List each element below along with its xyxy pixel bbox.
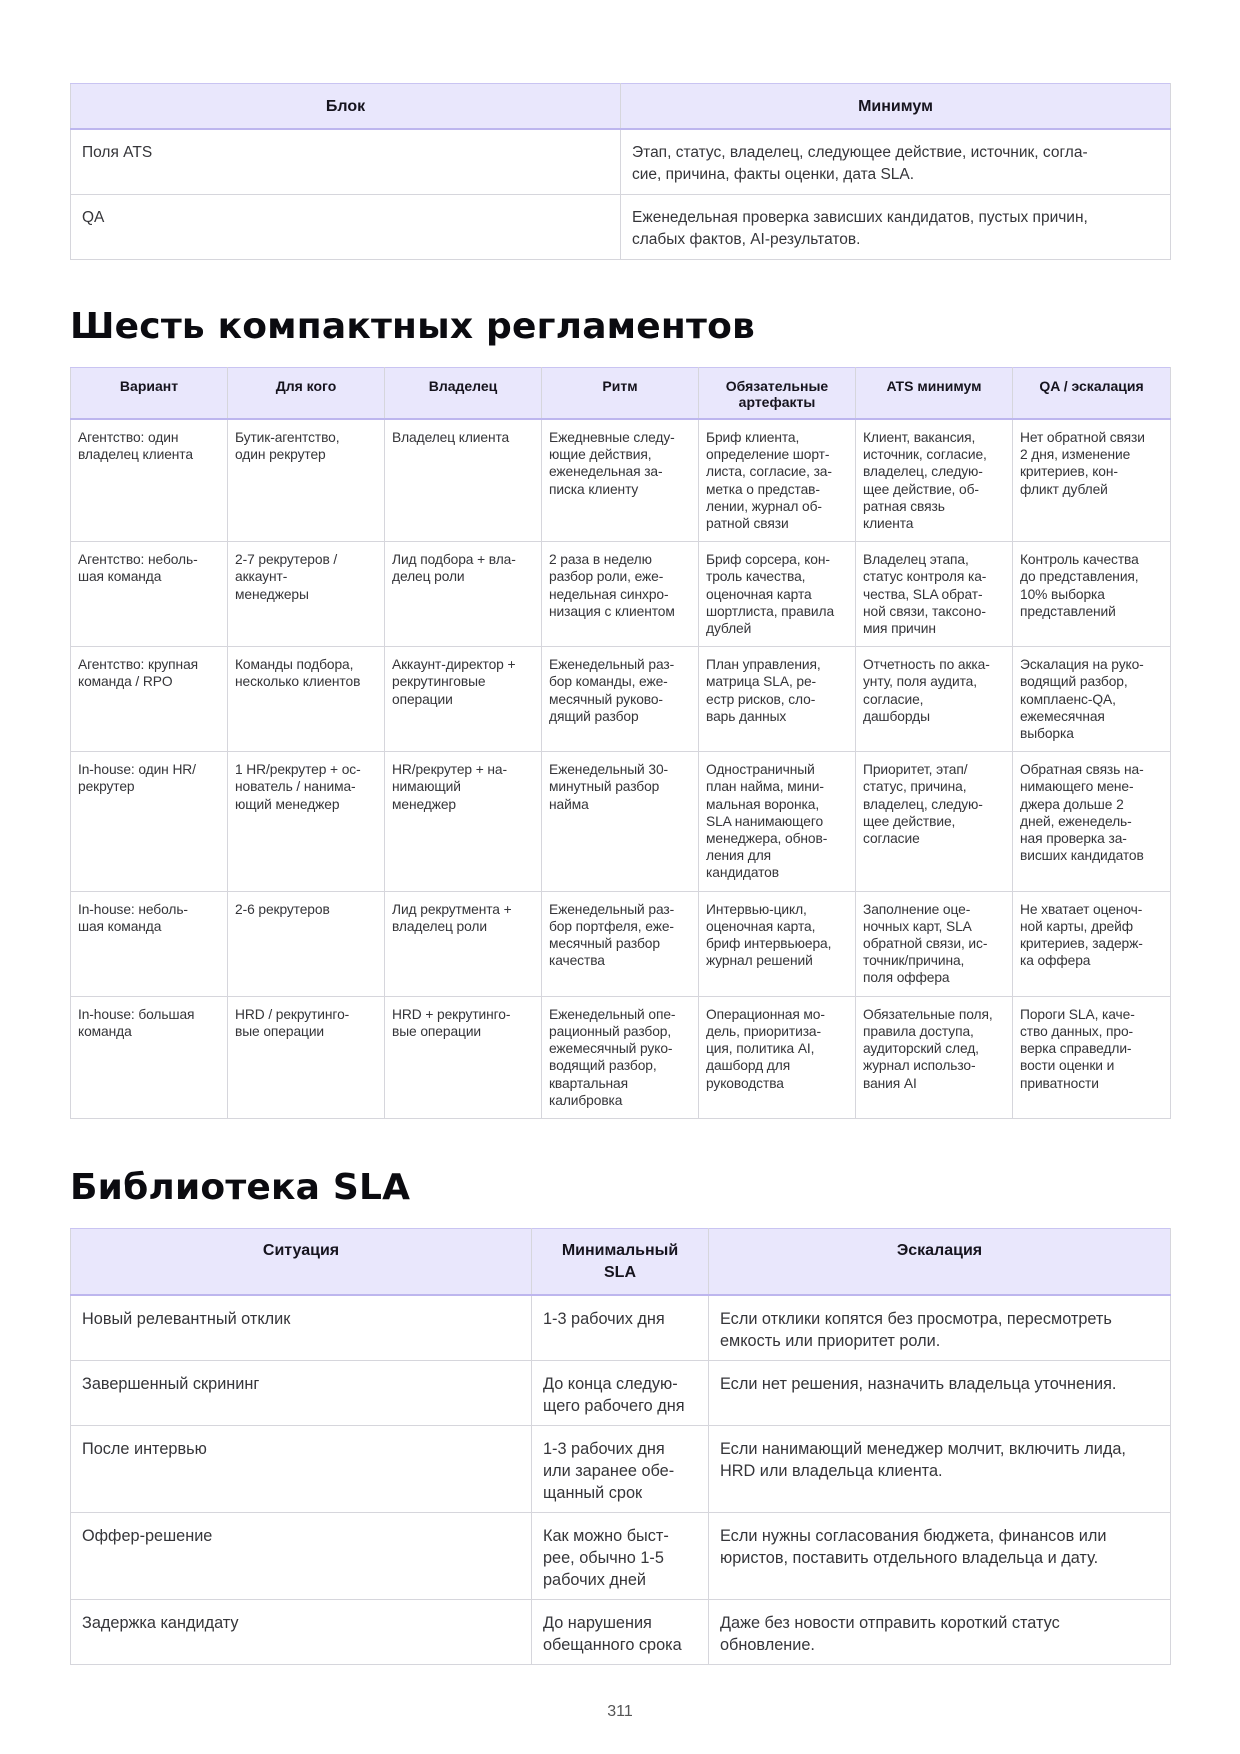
page-number: 311: [607, 1703, 633, 1720]
table-cell: До нарушения обещанного срока: [532, 1599, 709, 1664]
column-header-variant: Вариант: [71, 368, 228, 420]
table-cell: Еженедельная проверка зависших кандидатов, пустых причин, слабых фактов, AI-результатов.: [621, 195, 1171, 260]
table-cell: 2-7 рекрутеров / аккаунт- менеджеры: [228, 542, 385, 647]
ats-minimum-table: [70, 83, 1171, 260]
table-row: [71, 647, 1171, 752]
table-cell: 2-6 рекрутеров: [228, 891, 385, 996]
document-page: [70, 83, 1170, 1665]
table-cell: HR/рекрутер + на- нимающий менеджер: [385, 752, 542, 891]
table-cell: До конца следую- щего рабочего дня: [532, 1360, 709, 1425]
column-header-situation: Ситуация: [71, 1228, 532, 1295]
table-cell: Бриф клиента, определение шорт- листа, согласие, за- метка о представ- лении, журнал об- ратной связи: [699, 419, 856, 542]
table-cell: После интервью: [71, 1425, 532, 1512]
regulations-table: [70, 367, 1171, 1119]
table-row: [71, 1425, 1171, 1512]
table-cell: Агентство: крупная команда / RPO: [71, 647, 228, 752]
table-cell: Лид подбора + вла- делец роли: [385, 542, 542, 647]
column-header-block: Блок: [71, 84, 621, 130]
table-cell: Агентство: неболь- шая команда: [71, 542, 228, 647]
table-cell: Если нужны согласования бюджета, финансов или юристов, поставить отдельного владельца и дату.: [709, 1512, 1171, 1599]
table-cell: Бутик-агентство, один рекрутер: [228, 419, 385, 542]
table-cell: Еженедельный опе- рационный разбор, ежемесячный руко- водящий разбор, квартальная калибровка: [542, 996, 699, 1118]
table-cell: Приоритет, этап/ статус, причина, владелец, следую- щее действие, согласие: [856, 752, 1013, 891]
section-title-sla: Библиотека SLA: [70, 1166, 411, 1208]
column-header-owner: Владелец: [385, 368, 542, 420]
table-cell: 1-3 рабочих дня: [532, 1295, 709, 1361]
table-cell: 1-3 рабочих дня или заранее обе- щанный срок: [532, 1425, 709, 1512]
table-cell: Лид рекрутмента + владелец роли: [385, 891, 542, 996]
table-cell: Агентство: один владелец клиента: [71, 419, 228, 542]
table-cell: Еженедельный 30- минутный разбор найма: [542, 752, 699, 891]
column-header-escalation: Эскалация: [709, 1228, 1171, 1295]
column-header-min-sla: Минимальный SLA: [532, 1228, 709, 1295]
table-cell: Аккаунт-директор + рекрутинговые операции: [385, 647, 542, 752]
column-header-artifacts: Обязательные артефакты: [699, 368, 856, 420]
column-header-qa-escalation: QA / эскалация: [1013, 368, 1171, 420]
column-header-rhythm: Ритм: [542, 368, 699, 420]
table-cell: Эскалация на руко- водящий разбор, комплаенс-QA, ежемесячная выборка: [1013, 647, 1171, 752]
table-row: [71, 1512, 1171, 1599]
table-cell: In-house: один HR/ рекрутер: [71, 752, 228, 891]
section-title-regulations: Шесть компактных регламентов: [70, 306, 755, 347]
table-cell: Отчетность по акка- унту, поля аудита, согласие, дашборды: [856, 647, 1013, 752]
table-row: [71, 752, 1171, 891]
column-header-minimum: Минимум: [621, 84, 1171, 130]
table-cell: Этап, статус, владелец, следующее действие, источник, согла- сие, причина, факты оценки, дата SLA.: [621, 129, 1171, 195]
table-cell: План управления, матрица SLA, ре- естр рисков, сло- варь данных: [699, 647, 856, 752]
table-cell: Если нанимающий менеджер молчит, включить лида, HRD или владельца клиента.: [709, 1425, 1171, 1512]
sla-table: [70, 1228, 1171, 1665]
table-cell: Если нет решения, назначить владельца уточнения.: [709, 1360, 1171, 1425]
table-cell: In-house: большая команда: [71, 996, 228, 1118]
table-cell: Обязательные поля, правила доступа, аудиторский след, журнал использо- вания AI: [856, 996, 1013, 1118]
table-row: [71, 419, 1171, 542]
table-row: [71, 129, 1171, 195]
table-cell: Пороги SLA, каче- ство данных, про- верка справедли- вости оценки и приватности: [1013, 996, 1171, 1118]
table-cell: QA: [71, 195, 621, 260]
table-cell: HRD / рекрутинго- вые операции: [228, 996, 385, 1118]
table-cell: Как можно быст- рее, обычно 1-5 рабочих дней: [532, 1512, 709, 1599]
table-cell: Нет обратной связи 2 дня, изменение критериев, кон- фликт дублей: [1013, 419, 1171, 542]
table-cell: Даже без новости отправить короткий статус обновление.: [709, 1599, 1171, 1664]
table-cell: Поля ATS: [71, 129, 621, 195]
table-cell: Одностраничный план найма, мини- мальная воронка, SLA нанимающего менеджера, обнов- ления для кандидатов: [699, 752, 856, 891]
table-cell: In-house: неболь- шая команда: [71, 891, 228, 996]
table-cell: Завершенный скрининг: [71, 1360, 532, 1425]
table-row: [71, 1599, 1171, 1664]
table-cell: Клиент, вакансия, источник, согласие, владелец, следую- щее действие, об- ратная связь клиента: [856, 419, 1013, 542]
table-cell: 1 HR/рекрутер + ос- нователь / нанима- ющий менеджер: [228, 752, 385, 891]
table-cell: 2 раза в неделю разбор роли, еже- недельная синхро- низация с клиентом: [542, 542, 699, 647]
table-cell: Владелец клиента: [385, 419, 542, 542]
column-header-ats-minimum: ATS минимум: [856, 368, 1013, 420]
table-cell: Владелец этапа, статус контроля ка- чества, SLA обрат- ной связи, таксоно- мия причин: [856, 542, 1013, 647]
table-header-row: [71, 368, 1171, 420]
table-row: [71, 195, 1171, 260]
table-cell: HRD + рекрутинго- вые операции: [385, 996, 542, 1118]
table-cell: Команды подбора, несколько клиентов: [228, 647, 385, 752]
table-row: [71, 891, 1171, 996]
table-cell: Бриф сорсера, кон- троль качества, оценочная карта шортлиста, правила дублей: [699, 542, 856, 647]
table-cell: Новый релевантный отклик: [71, 1295, 532, 1361]
table-row: [71, 1295, 1171, 1361]
table-cell: Если отклики копятся без просмотра, пересмотреть емкость или приоритет роли.: [709, 1295, 1171, 1361]
table-row: [71, 542, 1171, 647]
table-cell: Еженедельный раз- бор портфеля, еже- месячный разбор качества: [542, 891, 699, 996]
table-header-row: [71, 84, 1171, 130]
table-cell: Ежедневные следу- ющие действия, еженедельная за- писка клиенту: [542, 419, 699, 542]
table-cell: Операционная мо- дель, приоритиза- ция, политика AI, дашборд для руководства: [699, 996, 856, 1118]
column-header-audience: Для кого: [228, 368, 385, 420]
table-cell: Не хватает оценоч- ной карты, дрейф критериев, задерж- ка оффера: [1013, 891, 1171, 996]
table-cell: Обратная связь на- нимающего мене- джера дольше 2 дней, еженедель- ная проверка за- висших кандидатов: [1013, 752, 1171, 891]
table-row: [71, 996, 1171, 1118]
table-cell: Оффер-решение: [71, 1512, 532, 1599]
table-header-row: [71, 1228, 1171, 1295]
table-cell: Интервью-цикл, оценочная карта, бриф интервьюера, журнал решений: [699, 891, 856, 996]
table-cell: Заполнение оце- ночных карт, SLA обратной связи, ис- точник/причина, поля оффера: [856, 891, 1013, 996]
table-cell: Контроль качества до представления, 10% выборка представлений: [1013, 542, 1171, 647]
table-row: [71, 1360, 1171, 1425]
table-cell: Задержка кандидату: [71, 1599, 532, 1664]
table-cell: Еженедельный раз- бор команды, еже- месячный руково- дящий разбор: [542, 647, 699, 752]
